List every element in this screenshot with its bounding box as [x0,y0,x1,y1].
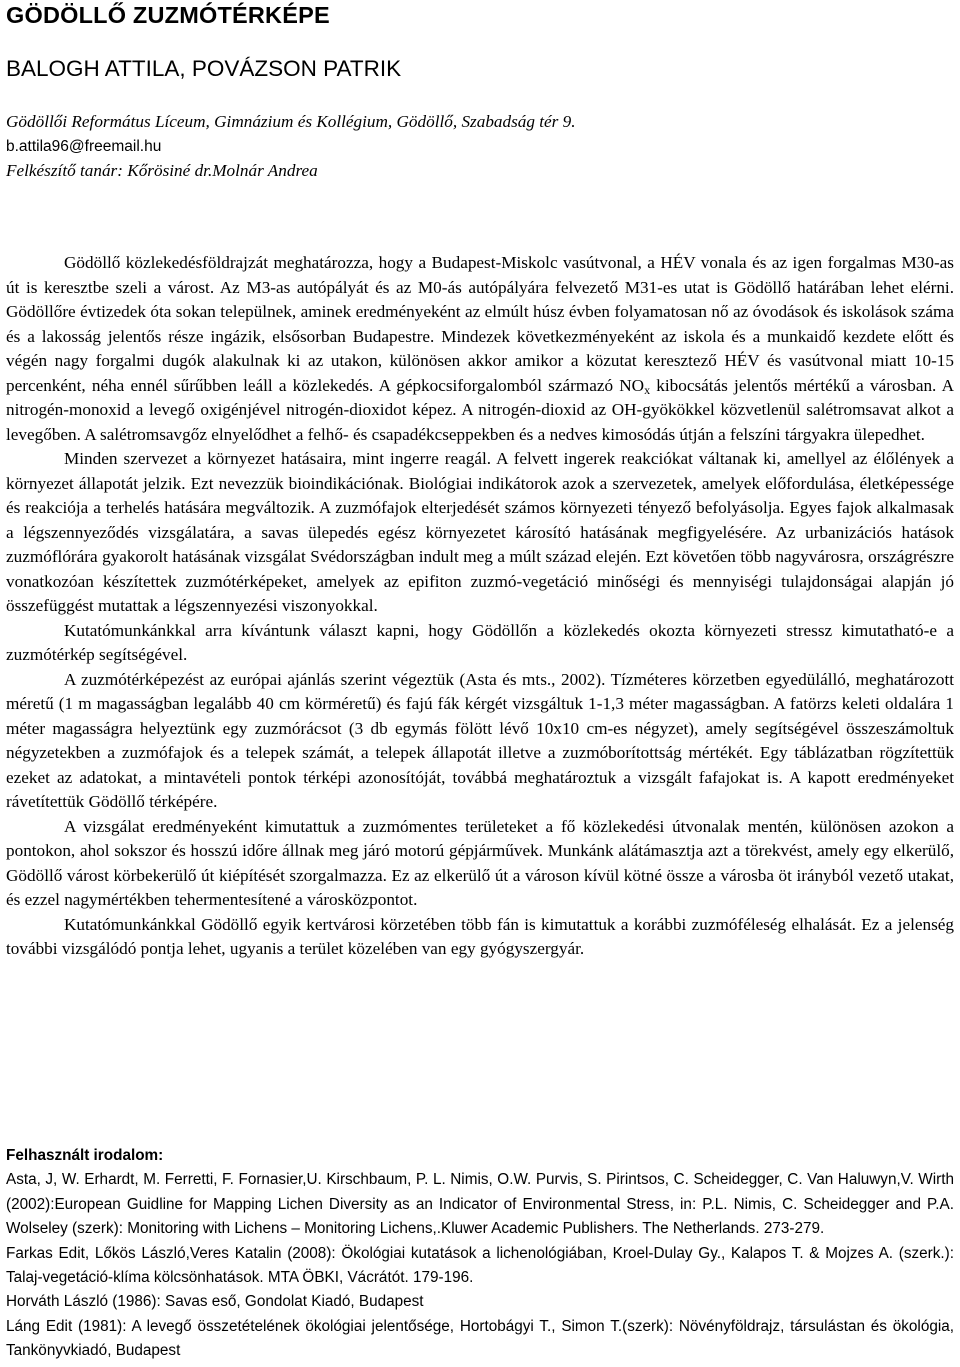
document-title: GÖDÖLLŐ ZUZMÓTÉRKÉPE [6,2,330,28]
affiliation-block [6,110,576,184]
paragraph-4: A zuzmótérképezést az európai ajánlás szerint végeztük (Asta és mts., 2002). Tízméteres körzetben egyedülálló, meghatározott méretű (1 m magasságban legalább 40 cm körméretű) és fajú fák kérgét vizsgáltuk 1-1,3 méter magasságban. A fatörzs keleti oldalára 1 méter magasságra helyeztünk egy zuzmórácsot (3 db egymás fölött lévő 10x10 cm-es négyzet), amely segítségével összeszámoltuk négyzetekben a zuzmófajok és a telepek számát, a telepek állapotát illetve a zuzmóborítottság mértékét. Egy táblázatban rögzítettük ezeket az adatokat, a mintavételi pontok térképi azonosítóját, továbbá meghatároztuk a vizsgált fafajokat is. A kapott eredményeket rávetítettük Gödöllő térképére. [6,669,954,811]
paragraph-1-part-a: Gödöllő közlekedésföldrajzát meghatározza, hogy a Budapest-Miskolc vasútvonal, a HÉV vonala és az igen forgalmas M30-as út is keresztbe szeli a várost. Az M3-as autópályát és az M0-ás autópályára felvezető M31-es utat is Gödöllő határában lehet elérni. Gödöllőre évtizedek óta sokan települnek, aminek eredményeként az elmúlt húsz évben folyamatosan nő az óvodások és iskolások száma és a lakosság jelentős része ingázik, elsősorban Budapestre. Mindezek következményeként az iskola és a munkaidő kezdete előtt és végén nagy forgalmi dugók alakulnak ki az utakon, különösen akkor amikor a közutat keresztező HÉV és vasútvonal miatt 10-15 percenként, néha ennél sűrűbben leáll a közlekedés. A gépkocsiforgalomból származó NO [6,253,954,395]
reference-item: Láng Edit (1981): A levegő összetételének ökológiai jelentősége, Hortobágyi T., Simon T.(szerk): Növényföldrajz, társulástan és ökológia, Tankönyvkiadó, Budapest [6,1317,954,1360]
paragraph-1-part-b: kibocsátás jelentős mértékű a városban. A nitrogén-monoxid a levegő oxigénjével nitrogén-dioxidot képez. A nitrogén-dioxid az OH-gyökökkel közvetlenül salétromsavat alkot a levegőben. A salétromsavgőz elnyelődhet a felhő- és csapadékcseppekben és a nedves kimosódás útján a felszíni tárgyakra ülepedhet. [6,375,954,444]
paragraph-5: A vizsgálat eredményeként kimutattuk a zuzmómentes területeket a fő közlekedési útvonalak mentén, különösen azokon a pontokon, ahol sokszor és hosszú időre állnak meg járó motorú gépjárművek. Munkánk alátámasztja azt a törekvést, amely egy elkerülő, Gödöllő várost körbekerülő út kiépítését szorgalmazza. Ez az elkerülő út a városon kívül kötné össze a városba öt irányból vezető utakat, és ezzel nagymértékben tehermentesítené a városközpontot. [6,816,954,909]
email-line: b.attila96@freemail.hu [6,137,162,155]
reference-item: Horváth László (1986): Savas eső, Gondolat Kiadó, Budapest [6,1293,424,1311]
paragraph-6: Kutatómunkánkkal Gödöllő egyik kertvárosi körzetében több fán is kimutattuk a korábbi zuzmóféleség elhalását. Ez a jelenség további vizsgálódó pontja lehet, ugyanis a terület közelében van egy gyógyszergyár. [6,914,954,958]
paragraph-1 [6,251,954,447]
references-section [6,1144,954,1364]
nox-subscript: x [644,382,651,397]
reference-item: Farkas Edit, Lőkös László,Veres Katalin (2008): Ökológiai kutatások a lichenológiában, Kroel-Dulay Gy., Kalapos T. & Mojzes A. (szerk.): Talaj-vegetáció-klíma kölcsönhatások. MTA ÖBKI, Vácrátót. 179-196. [6,1244,954,1287]
teacher-line: Felkészítő tanár: Kőrösiné dr.Molnár Andrea [6,161,318,180]
paragraph-3: Kutatómunkánkkal arra kívántunk választ kapni, hogy Gödöllőn a közlekedés okozta környezeti stressz kimutatható-e a zuzmótérkép segítségével. [6,620,954,664]
references-heading: Felhasznált irodalom: [6,1147,164,1164]
authors-line: BALOGH ATTILA, POVÁZSON PATRIK [6,56,402,81]
reference-item: Asta, J, W. Erhardt, M. Ferretti, F. Fornasier,U. Kirschbaum, P. L. Nimis, O.W. Purvis, S. Pirintsos, C. Scheidegger, C. Van Haluwyn,V. Wirth (2002):European Guidline for Mapping Lichen Diversity as an Indicator of Environmental Stress, in: P.L. Nimis, C. Scheidegger and P.A. Wolseley (szerk): Monitoring with Lichens – Monitoring Lichens,.Kluwer Academic Publishers. The Netherlands. 273-279. [6,1171,954,1238]
abstract-body [6,251,954,962]
paragraph-2: Minden szervezet a környezet hatásaira, mint ingerre reagál. A felvett ingerek reakciókat váltanak ki, amellyel az élőlények a környezet állapotát jelzik. Ezt nevezzük bioindikációnak. Biológiai indikátorok azok a szervezetek, amelyek előfordulása, életképessége és reakciója a terhelés hatására megváltozik. A zuzmófajok elterjedését számos környezeti tényező befolyásolja. Egyes fajok alkalmasak a légszennyeződés vizsgálatára, a savas ülepedés egész környezetet károsító hatásának megfigyelésére. Az urbanizációs hatások zuzmóflórára gyakorolt hatásának vizsgálat Svédországban indult meg a múlt század elején. Ezt követően több nagyvárosra, országrészre vonatkozóan készítettek zuzmótérképeket, amelyek az epifiton zuzmó-vegetáció minőségi és mennyiségi tulajdonságai alapján jó összefüggést mutattak a légszennyezési viszonyokkal. [6,449,954,615]
institution-line: Gödöllői Református Líceum, Gimnázium és Kollégium, Gödöllő, Szabadság tér 9. [6,112,576,131]
